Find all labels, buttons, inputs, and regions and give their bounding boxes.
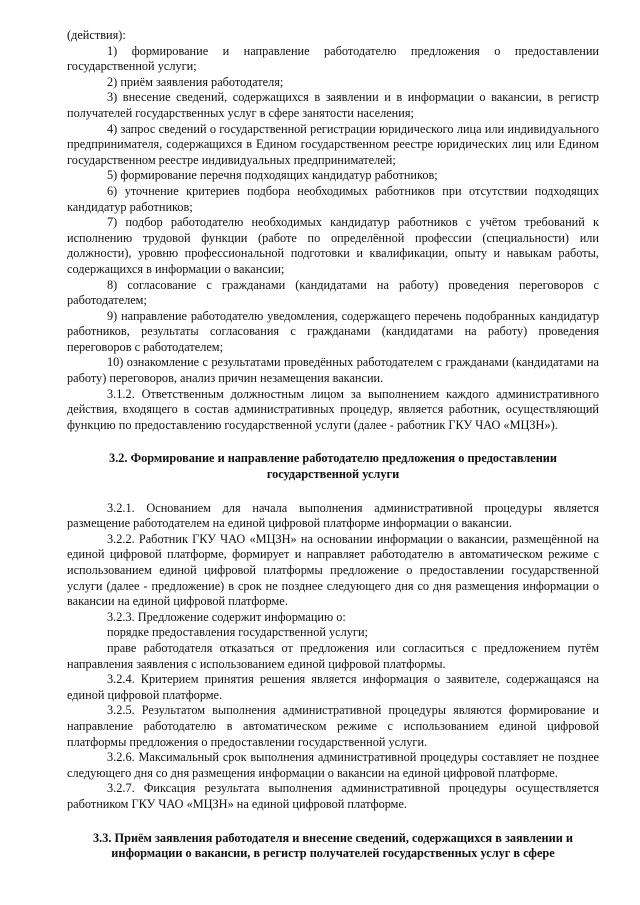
action-item-3: 3) внесение сведений, содержащихся в заявлении и в информации о вакансии, в регистр получателей государственных услуг в сфере занятости населения;	[67, 90, 599, 120]
action-item-6: 6) уточнение критериев подбора необходимых работников при отсутствии подходящих кандидатур работников;	[67, 183, 599, 214]
paragraph-3-2-5: 3.2.5. Результатом выполнения административной процедуры являются формирование и направление работодателю в автоматическом режиме с использованием единой цифровой платформы предложения о предоставлении государственной услуги.	[67, 703, 599, 749]
action-item-8: 8) согласование с гражданами (кандидатами на работу) проведения переговоров с работодателем;	[67, 277, 599, 308]
action-item-10: 10) ознакомление с результатами проведённых работодателем с гражданами (кандидатами на работу) переговоров, анализ причин незамещения вакансии.	[67, 355, 599, 386]
paragraph-3-2-3: 3.2.3. Предложение содержит информацию о:	[107, 609, 346, 624]
action-item-7: 7) подбор работодателю необходимых кандидатур работников с учётом требований к исполнению трудовой функции (работе по определённой профессии (специальности) или должности), уровню профессиональной подготовки и квалификации, опыту и навыкам работы, содержащихся в информации о вакансии;	[67, 215, 599, 276]
paragraph-3-2-2: 3.2.2. Работник ГКУ ЧАО «МЦЗН» на основании информации о вакансии, размещённой на единой цифровой платформе, формирует и направляет работодателю в автоматическом режиме с использованием единой цифровой платформы предложение о предоставлении государственной услуги (далее - предложение) в срок не позднее следующего дня со дня размещения информации о вакансии на единой цифровой платформе.	[67, 531, 599, 609]
paragraph-3-2-7: 3.2.7. Фиксация результата выполнения административной процедуры осуществляется работником ГКУ ЧАО «МЦЗН» на единой цифровой платформе.	[67, 781, 599, 811]
section-3-3-heading: 3.3. Приём заявления работодателя и внесение сведений, содержащихся в заявлении и информации о вакансии, в регистр получателей государственных услуг в сфере	[93, 830, 573, 861]
intro-text: (действия):	[67, 28, 126, 42]
action-item-1: 1) формирование и направление работодателю предложения о предоставлении государственной услуги;	[67, 43, 599, 74]
paragraph-3-2-1: 3.2.1. Основанием для начала выполнения административной процедуры является размещение работодателем на единой цифровой платформе информации о вакансии.	[67, 500, 599, 531]
paragraph-3-2-3-item-1: порядке предоставления государственной услуги;	[107, 625, 368, 640]
paragraph-3-2-4: 3.2.4. Критерием принятия решения является информация о заявителе, содержащаяся на единой цифровой платформе.	[67, 672, 599, 702]
paragraph-3-1-2: 3.1.2. Ответственным должностным лицом за выполнением каждого административного действия, входящего в состав административных процедур, является работник, осуществляющий функцию по предоставлению государственной услуги (далее - работник ГКУ ЧАО «МЦЗН»).	[67, 386, 599, 432]
paragraph-3-2-3-item-2: праве работодателя отказаться от предложения или согласиться с предложением путём направления заявления с использованием единой цифровой платформы.	[67, 640, 599, 671]
paragraph-3-2-6: 3.2.6. Максимальный срок выполнения административной процедуры составляет не позднее следующего дня со дня размещения информации о вакансии на единой цифровой платформе.	[67, 750, 599, 780]
action-item-5: 5) формирование перечня подходящих кандидатур работников;	[107, 168, 438, 183]
section-3-2-heading: 3.2. Формирование и направление работодателю предложения о предоставлении государственной услуги	[109, 451, 557, 482]
action-item-9: 9) направление работодателю уведомления, содержащего перечень подобранных кандидатур работников, результаты согласования с гражданами (кандидатами на работу) проведения переговоров с работодателем;	[67, 308, 599, 354]
action-item-2: 2) приём заявления работодателя;	[107, 74, 284, 89]
action-item-4: 4) запрос сведений о государственной регистрации юридического лица или индивидуального предпринимателя, содержащихся в Едином государственном реестре юридических лиц или Едином государственном реестре индивидуальных предпринимателей;	[67, 121, 599, 167]
